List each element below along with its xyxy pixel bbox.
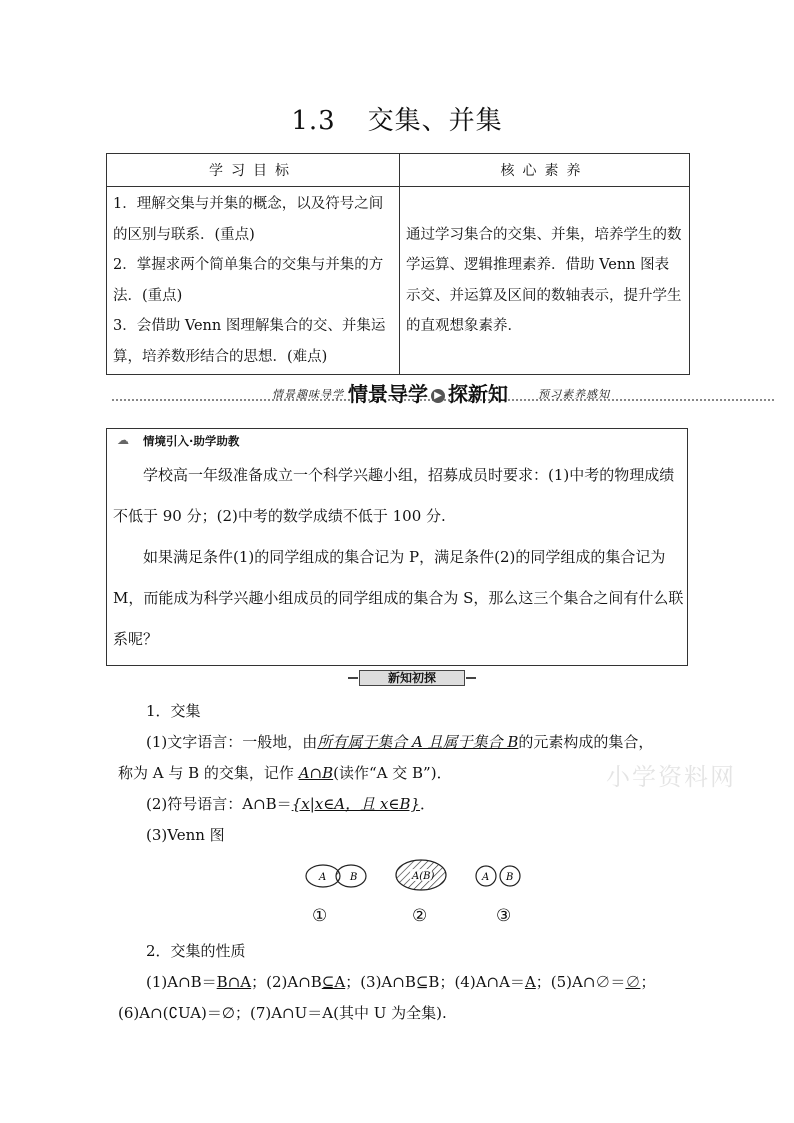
s1-line-2 [118, 762, 452, 783]
s2-line-1 [146, 971, 655, 992]
answer-blank: ⊆A [321, 973, 346, 991]
answer-blank: B∩A [216, 973, 252, 991]
answer-blank: A∩B [298, 764, 334, 782]
text-run: (1)文字语言：一般地，由 [146, 733, 318, 751]
scene-heading: 情境引入·助学助教 [143, 434, 240, 448]
watermark: 小学资料网 [606, 763, 736, 791]
banner-main-1: 情景导学 [348, 382, 428, 406]
play-arrow-icon: ▶ [431, 389, 445, 403]
goals-table [106, 153, 690, 375]
venn-equal [396, 860, 446, 890]
cloud-icon: ☁ [117, 433, 129, 447]
venn-label: A [319, 872, 327, 883]
s1-line-4: (3)Venn 图 [146, 826, 225, 844]
text-run: ；(5)A∩∅＝ [535, 973, 626, 991]
answer-blank: ∅ [625, 973, 641, 991]
scene-paragraph-2: 如果满足条件(1)的同学组成的集合记为 P，满足条件(2)的同学组成的集合记为 M，而能成为科学兴趣小组成员的同学组成的集合为 S，那么这三个集合之间有什么联系呢？ [113, 548, 684, 648]
venn-diagrams [290, 850, 540, 900]
venn-label: A(B) [412, 871, 435, 882]
section-number: 1.3 [291, 106, 336, 136]
page-title [0, 100, 794, 137]
text-run: 的元素构成的集合， [518, 733, 654, 751]
section-banner [112, 378, 774, 406]
section-badge: 新知初探 [359, 670, 465, 686]
text-run: ；(2)A∩B [251, 973, 322, 991]
venn-caption-3: ③ [496, 906, 512, 926]
venn-disjoint [476, 866, 520, 886]
s2-heading: 2．交集的性质 [146, 942, 246, 960]
banner-left-text: 情景趣味导学 [272, 388, 344, 401]
title-text: 交集、并集 [367, 106, 503, 136]
text-run: ． [420, 795, 436, 813]
venn-label: A [482, 872, 490, 883]
text-run: (1)A∩B＝ [146, 973, 217, 991]
banner-main [348, 378, 508, 407]
text-run: (2)符号语言：A∩B＝ [146, 795, 292, 813]
answer-blank: 所有属于集合 A 且属于集合 B [317, 733, 519, 751]
goal-item: 1．理解交集与并集的概念，以及符号之间的区别与联系．(重点) [113, 196, 384, 243]
s1-heading: 1．交集 [146, 702, 201, 720]
venn-caption-2: ② [412, 906, 428, 926]
banner-main-2: 探新知 [448, 382, 508, 406]
scene-box [106, 428, 688, 666]
s2-line-2: (6)A∩(∁UA)＝∅；(7)A∩U＝A(其中 U 为全集). [118, 1004, 447, 1022]
goals-cell [107, 187, 400, 375]
goal-item: 3．会借助 Venn 图理解集合的交、并集运算，培养数形结合的思想．(难点) [113, 318, 386, 365]
scene-paragraph-1: 学校高一年级准备成立一个科学兴趣小组，招募成员时要求：(1)中考的物理成绩不低于 90 分；(2)中考的数学成绩不低于 100 分. [113, 466, 675, 525]
s1-line-3 [146, 793, 435, 814]
venn-label: B [350, 872, 358, 883]
text-run: ； [640, 973, 656, 991]
venn-caption-1: ① [312, 906, 328, 926]
literacy-header: 核心素养 [400, 154, 690, 187]
goal-item: 2．掌握求两个简单集合的交集与并集的方法．(重点) [113, 257, 384, 304]
answer-blank: A [524, 973, 536, 991]
literacy-cell: 通过学习集合的交集、并集，培养学生的数学运算、逻辑推理素养．借助 Venn 图表示交、并运算及区间的数轴表示，提升学生的直观想象素养． [400, 187, 690, 375]
text-run: ；(3)A∩B⊆B；(4)A∩A＝ [345, 973, 525, 991]
answer-blank: {x|x∈A，且 x∈B} [291, 795, 421, 813]
text-run: 称为 A 与 B 的交集，记作 [118, 764, 299, 782]
goals-header: 学习目标 [107, 154, 400, 187]
venn-intersecting [306, 865, 366, 887]
venn-label: B [506, 872, 514, 883]
text-run: (读作“A 交 B”)． [333, 764, 452, 782]
s1-line-1 [146, 731, 653, 752]
banner-right-text: 预习素养感知 [538, 388, 610, 401]
